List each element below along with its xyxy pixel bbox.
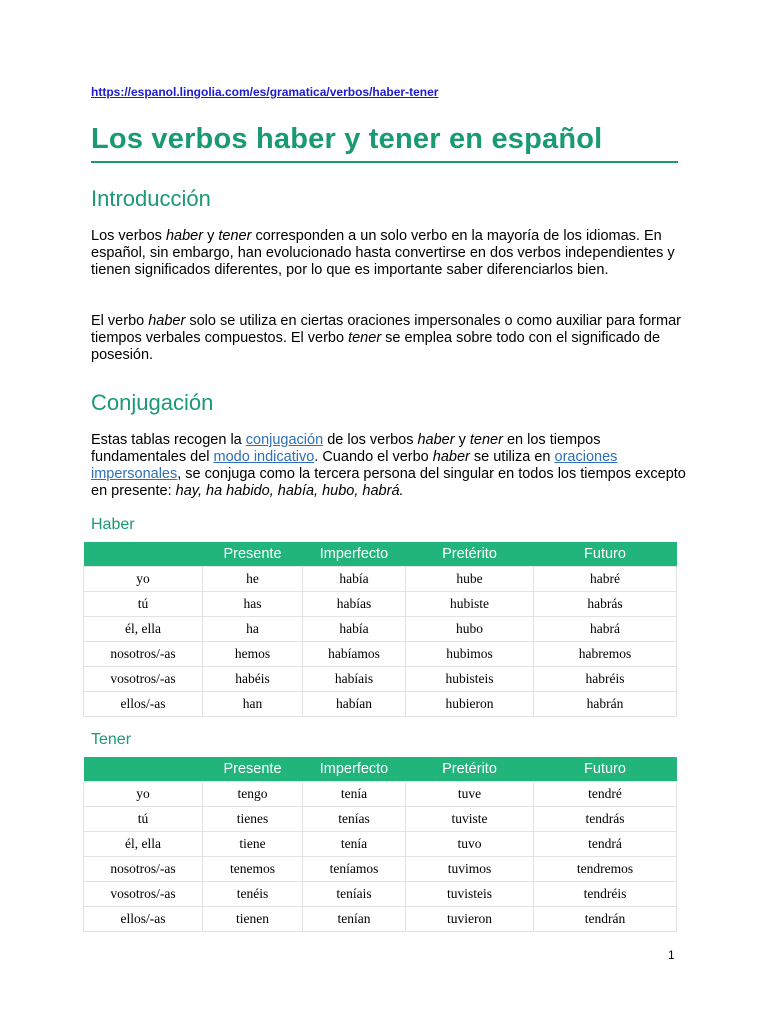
table-cell: tenéis bbox=[203, 882, 303, 907]
table-cell: nosotros/-as bbox=[84, 857, 203, 882]
conjugation-heading: Conjugación bbox=[91, 390, 214, 415]
table-cell: tendrás bbox=[534, 807, 677, 832]
conjugacion-link[interactable]: conjugación bbox=[245, 432, 324, 448]
tener-table bbox=[83, 757, 677, 932]
table-cell: hemos bbox=[203, 642, 303, 667]
header-cell bbox=[84, 757, 203, 782]
intro-paragraph-1: Los verbos haber y tener corresponden a un solo verbo en la mayoría de los idiomas. En español, sin embargo, han evolucionado hasta convertirse en dos verbos independientes y tienen significados diferentes, por lo que es importante saber diferenciarlos bien. bbox=[91, 228, 675, 278]
table-cell: ellos/-as bbox=[84, 907, 203, 932]
table-row bbox=[84, 617, 677, 642]
intro-heading: Introducción bbox=[91, 186, 211, 211]
table-cell: tendrán bbox=[534, 907, 677, 932]
table-cell: hubieron bbox=[406, 692, 534, 717]
table-cell: habíais bbox=[303, 667, 406, 692]
table-cell: tendrá bbox=[534, 832, 677, 857]
header-cell bbox=[84, 542, 203, 567]
table-cell: tiene bbox=[203, 832, 303, 857]
table-cell: ha bbox=[203, 617, 303, 642]
table-cell: tendréis bbox=[534, 882, 677, 907]
table-cell: habíamos bbox=[303, 642, 406, 667]
table-cell: tú bbox=[84, 592, 203, 617]
modo-indicativo-link[interactable]: modo indicativo bbox=[213, 449, 315, 465]
table-cell: hubiste bbox=[406, 592, 534, 617]
table-cell: teníais bbox=[303, 882, 406, 907]
header-cell: Presente bbox=[203, 542, 303, 567]
table-cell: habré bbox=[534, 567, 677, 592]
table-cell: tendré bbox=[534, 782, 677, 807]
table-cell: teníamos bbox=[303, 857, 406, 882]
table-cell: has bbox=[203, 592, 303, 617]
table-cell: vosotros/-as bbox=[84, 882, 203, 907]
header-cell: Imperfecto bbox=[303, 757, 406, 782]
table-cell: habremos bbox=[534, 642, 677, 667]
table-cell: habrás bbox=[534, 592, 677, 617]
header-cell: Pretérito bbox=[406, 757, 534, 782]
page-number: 1 bbox=[668, 948, 675, 962]
table-cell: habéis bbox=[203, 667, 303, 692]
table-row bbox=[84, 782, 677, 807]
oraciones-impersonales-link[interactable]: oraciones impersonales bbox=[91, 449, 618, 482]
table-cell: habrán bbox=[534, 692, 677, 717]
table-cell: habrá bbox=[534, 617, 677, 642]
table-cell: habréis bbox=[534, 667, 677, 692]
table-cell: tuve bbox=[406, 782, 534, 807]
table-row bbox=[84, 857, 677, 882]
table-cell: he bbox=[203, 567, 303, 592]
table-cell: había bbox=[303, 567, 406, 592]
table-cell: habían bbox=[303, 692, 406, 717]
table-cell: tenía bbox=[303, 782, 406, 807]
page-title: Los verbos haber y tener en español bbox=[91, 121, 678, 163]
table-row bbox=[84, 832, 677, 857]
table-cell: tuvimos bbox=[406, 857, 534, 882]
table-row bbox=[84, 907, 677, 932]
table-cell: hubimos bbox=[406, 642, 534, 667]
table-cell: tuvieron bbox=[406, 907, 534, 932]
header-cell: Imperfecto bbox=[303, 542, 406, 567]
table-row bbox=[84, 807, 677, 832]
table-cell: tenemos bbox=[203, 857, 303, 882]
table-cell: yo bbox=[84, 782, 203, 807]
table-row bbox=[84, 642, 677, 667]
source-url-link[interactable]: https://espanol.lingolia.com/es/gramatica/verbos/haber-tener bbox=[91, 85, 439, 99]
header-cell: Pretérito bbox=[406, 542, 534, 567]
conjugation-paragraph: Estas tablas recogen la conjugación de los verbos haber y tener en los tiempos fundamentales del modo indicativo. Cuando el verbo haber se utiliza en oraciones impersonales, se conjuga como la tercera persona del singular en todos los tiempos excepto en presente: hay, ha habido, había, hubo, habrá. bbox=[91, 432, 686, 499]
table-cell: tuviste bbox=[406, 807, 534, 832]
table-row bbox=[84, 667, 677, 692]
table-row bbox=[84, 882, 677, 907]
tener-heading: Tener bbox=[91, 731, 132, 748]
haber-heading: Haber bbox=[91, 516, 135, 533]
table-cell: tenías bbox=[303, 807, 406, 832]
table-cell: tenía bbox=[303, 832, 406, 857]
table-cell: tendremos bbox=[534, 857, 677, 882]
table-cell: tienes bbox=[203, 807, 303, 832]
table-row bbox=[84, 567, 677, 592]
table-header-row bbox=[84, 542, 677, 567]
table-cell: hubisteis bbox=[406, 667, 534, 692]
table-cell: hube bbox=[406, 567, 534, 592]
table-cell: tuvo bbox=[406, 832, 534, 857]
table-cell: tuvisteis bbox=[406, 882, 534, 907]
intro-paragraph-2: El verbo haber solo se utiliza en ciertas oraciones impersonales o como auxiliar para formar tiempos verbales compuestos. El verbo tener se emplea sobre todo con el significado de posesión. bbox=[91, 313, 681, 363]
table-header-row bbox=[84, 757, 677, 782]
table-cell: hubo bbox=[406, 617, 534, 642]
haber-table bbox=[83, 542, 677, 717]
table-cell: ellos/-as bbox=[84, 692, 203, 717]
table-cell: vosotros/-as bbox=[84, 667, 203, 692]
header-cell: Futuro bbox=[534, 757, 677, 782]
table-row bbox=[84, 592, 677, 617]
table-cell: tienen bbox=[203, 907, 303, 932]
table-cell: han bbox=[203, 692, 303, 717]
table-cell: había bbox=[303, 617, 406, 642]
table-cell: habías bbox=[303, 592, 406, 617]
table-cell: él, ella bbox=[84, 832, 203, 857]
table-cell: tenían bbox=[303, 907, 406, 932]
table-row bbox=[84, 692, 677, 717]
table-cell: yo bbox=[84, 567, 203, 592]
table-cell: él, ella bbox=[84, 617, 203, 642]
header-cell: Presente bbox=[203, 757, 303, 782]
header-cell: Futuro bbox=[534, 542, 677, 567]
table-cell: tengo bbox=[203, 782, 303, 807]
table-cell: nosotros/-as bbox=[84, 642, 203, 667]
table-cell: tú bbox=[84, 807, 203, 832]
